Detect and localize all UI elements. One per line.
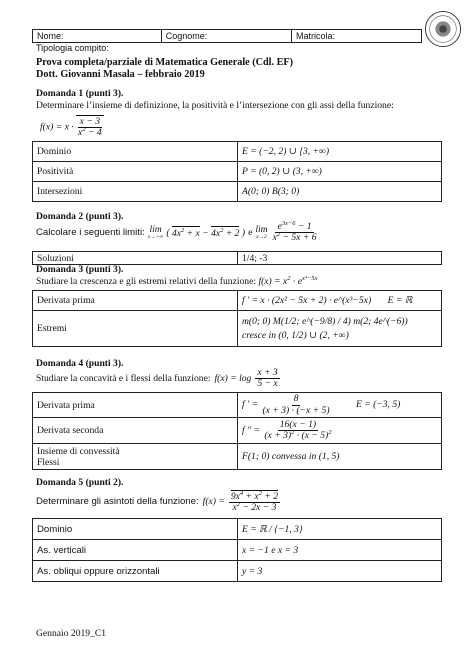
q3-row-label: Estremi — [33, 311, 238, 347]
q2-sol-value: 1/4; -3 — [238, 252, 442, 265]
q4-heading: Domanda 4 (punti 3). — [36, 358, 124, 369]
exam-subtitle: Dott. Giovanni Masala – febbraio 2019 — [36, 69, 205, 80]
q5-row-label: As. verticali — [33, 540, 238, 561]
q4-row-value: F(1; 0) convessa in (1, 5) — [238, 444, 442, 470]
q3-extrema: m(0; 0) M(1/2; e^(−9/8) / 4) m(2; 4e^(−6)) — [242, 316, 408, 327]
q1-row-value: P = (0, 2) ∪ (3, +∞) — [238, 162, 442, 182]
q3-row-value — [238, 311, 442, 347]
q4-convexity-label: Insieme di convessità — [37, 445, 120, 457]
q2-answer-table — [32, 251, 442, 265]
cognome-field[interactable]: Cognome: — [161, 30, 291, 43]
q2-sol-label: Soluzioni — [33, 252, 238, 265]
q1-row-label: Dominio — [33, 142, 238, 162]
q3-answer-table — [32, 290, 442, 347]
q5-answer-table — [32, 518, 442, 582]
nome-field[interactable]: Nome: — [33, 30, 162, 43]
q3-row-label: Derivata prima — [33, 291, 238, 311]
q2-joiner: e — [248, 227, 253, 239]
matricola-field[interactable]: Matricola: — [291, 30, 421, 43]
q3-text: Studiare la crescenza e gli estremi relativi della funzione: — [36, 276, 257, 287]
q3-row-value — [238, 291, 442, 311]
q1-row-value: E = (−2, 2) ∪ [3, +∞) — [238, 142, 442, 162]
q5-text: Determinare gli asintoti della funzione: — [36, 495, 199, 507]
q1-text: Determinare l’insieme di definizione, la positività e l’intersezione con gli assi della funzione: — [36, 100, 394, 111]
q3-line: Studiare la crescenza e gli estremi relativi della funzione: $f(x) = x^2 \cdot e^{x^3-5x}$ — [36, 275, 318, 287]
q4-row-value: f ″ = $\frac{16(x - 1)}{(x + 3)^2 \cdot (x - 5)^2}$ — [238, 418, 442, 444]
q4-row-label: Derivata prima — [33, 393, 238, 418]
page-footer: Gennaio 2019_C1 — [36, 628, 107, 639]
q4-inflection-label: Flessi — [37, 456, 60, 468]
q4-row-value: f ′ = $\frac{8}{(x + 3) \cdot (-x + 5)}$ E = (−3, 5) — [238, 393, 442, 418]
q4-text: Studiare la concavità e i flessi della funzione: — [36, 373, 211, 385]
q4-line: Studiare la concavità e i flessi della funzione: f(x) = log $\frac{x + 3}{5 - x}$ — [36, 367, 278, 390]
q5-row-label: Dominio — [33, 519, 238, 540]
q4-domain: E = (−3, 5) — [355, 399, 401, 411]
q3-domain: E = ℝ — [387, 295, 413, 306]
q1-heading: Domanda 1 (punti 3). — [36, 88, 124, 99]
exam-title: Prova completa/parziale di Matematica Generale (Cdl. EF) — [36, 57, 293, 68]
q5-heading: Domanda 5 (punti 2). — [36, 477, 124, 488]
q2-formula: Calcolare i seguenti limiti: lim x→+∞ ( $4x^2 + x - 4x^2 + 2$ ) e lim x→2 $\frac{e^{3x-6} - 1}{x^2 - 5x + 6}$ — [36, 220, 317, 244]
tipologia-label: Tipologia compito: — [36, 43, 109, 53]
q1-row-label: Intersezioni — [33, 182, 238, 202]
student-info-table — [32, 29, 422, 43]
q1-row-value: A(0; 0) B(3; 0) — [238, 182, 442, 202]
q5-row-value: E = ℝ / {−1, 3} — [238, 519, 442, 540]
q1-function: f(x) = x · $\frac{x - 3}{x^2 - 4}$ — [40, 115, 102, 138]
q5-row-label: As. obliqui oppure orizzontali — [33, 561, 238, 582]
q3-increasing: cresce in (0, 1/2) ∪ (2, +∞) — [242, 330, 349, 341]
q2-heading: Domanda 2 (punti 3). — [36, 211, 124, 222]
q5-line: Determinare gli asintoti della funzione: f(x) = $\frac{9x^4 + x^2 + 2}{x^2 - 2x - 3}$ — [36, 489, 279, 513]
q5-row-value: y = 3 — [238, 561, 442, 582]
q4-answer-table — [32, 392, 442, 470]
q3-derivative: f ′ = x · (2x² − 5x + 2) · e^(x³−5x) — [242, 295, 372, 306]
q5-row-value: x = −1 e x = 3 — [238, 540, 442, 561]
q4-row-label: Derivata seconda — [33, 418, 238, 444]
q1-row-label: Positività — [33, 162, 238, 182]
university-seal-logo — [424, 10, 462, 48]
q1-answer-table — [32, 141, 442, 202]
q2-text: Calcolare i seguenti limiti: — [36, 227, 145, 239]
q4-row-label — [33, 444, 238, 470]
q3-heading: Domanda 3 (punti 3). — [36, 264, 124, 275]
